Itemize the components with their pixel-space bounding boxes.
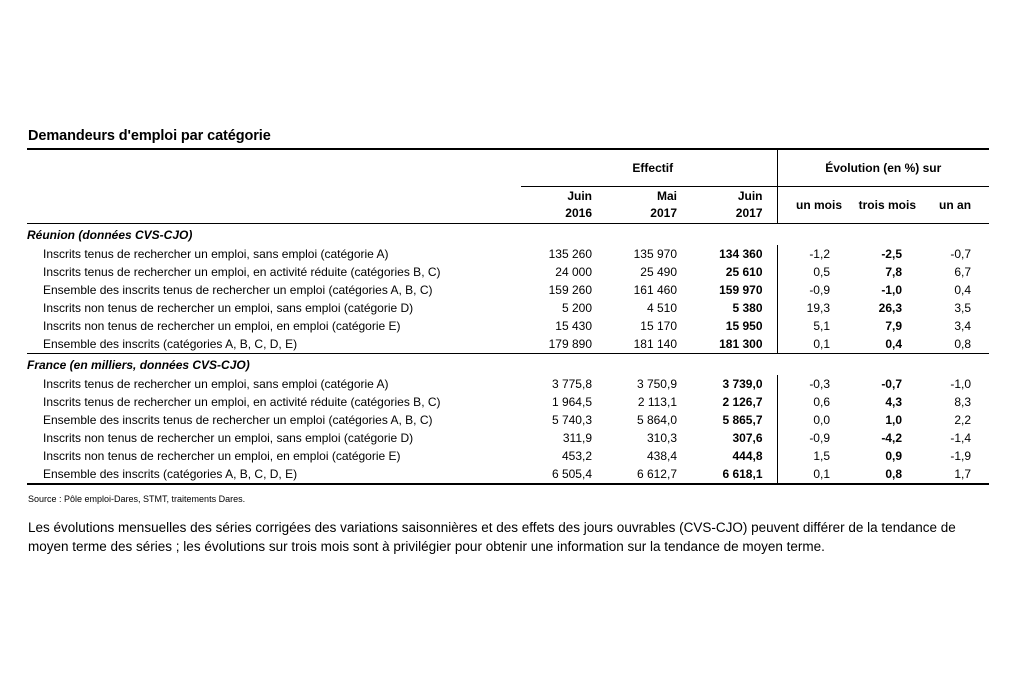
row-label: Inscrits tenus de rechercher un emploi, sans emploi (catégorie A) (43, 246, 389, 261)
effectif-cell: 161 460 (633, 282, 677, 297)
footnote: Les évolutions mensuelles des séries corrigées des variations saisonnières et des effets des jours ouvrables (CVS-CJO) peuvent différer de la tendance de moyen terme des séries ; les évolutions sur trois mois sont à privilégier pour obtenir une information sur la tendance de moyen terme. (28, 520, 956, 554)
evolution-cell: 0,1 (777, 335, 848, 354)
effectif-cell: 310,3 (646, 430, 677, 445)
evolution-cell: -1,9 (950, 448, 972, 463)
evolution-cell: 0,8 (848, 465, 920, 484)
table-row (27, 335, 989, 354)
effectif-cell: 2 126,7 (691, 393, 777, 411)
table-row (27, 447, 989, 465)
period-header: Mai 2017 (606, 187, 691, 224)
evolution-cell: 6,7 (954, 264, 972, 279)
effectif-cell: 25 490 (640, 264, 677, 279)
effectif-cell: 15 170 (640, 318, 677, 333)
effectif-cell: 5 740,3 (551, 412, 592, 427)
row-label: Inscrits non tenus de rechercher un emploi, en emploi (catégorie E) (43, 448, 401, 463)
effectif-cell: 181 300 (691, 335, 777, 354)
effectif-cell: 15 950 (691, 317, 777, 335)
effectif-cell: 6 505,4 (521, 465, 606, 484)
evolution-cell: -0,3 (809, 376, 830, 391)
row-label: Ensemble des inscrits (catégories A, B, C, D, E) (27, 335, 521, 354)
evolution-cell: 19,3 (806, 300, 830, 315)
evolution-cell: -1,4 (950, 430, 972, 445)
evolution-cell: -1,0 (881, 282, 902, 297)
section-title-row (27, 224, 989, 246)
evolution-cell: 0,1 (777, 465, 848, 484)
effectif-cell: 3 739,0 (691, 375, 777, 393)
effectif-header: Effectif (521, 149, 777, 187)
table-row (27, 317, 989, 335)
evolution-cell: 1,5 (813, 448, 830, 463)
row-label: Inscrits tenus de rechercher un emploi, sans emploi (catégorie A) (43, 376, 389, 391)
evolution-cell: 0,9 (885, 448, 902, 463)
page-title: Demandeurs d'emploi par catégorie (28, 128, 271, 144)
effectif-cell: 3 775,8 (551, 376, 592, 391)
evolution-cell: 1,0 (885, 412, 902, 427)
evolution-cell: 26,3 (878, 300, 902, 315)
evolution-cell: 0,6 (813, 394, 830, 409)
effectif-cell: 15 430 (555, 318, 592, 333)
effectif-cell: 5 380 (691, 299, 777, 317)
evolution-cell: 0,5 (813, 264, 830, 279)
row-label: Inscrits tenus de rechercher un emploi, en activité réduite (catégories B, C) (43, 264, 441, 279)
source-note: Source : Pôle emploi-Dares, STMT, traitements Dares. (28, 494, 246, 504)
row-label: Inscrits non tenus de rechercher un emploi, sans emploi (catégorie D) (43, 430, 414, 445)
evolution-cell: 8,3 (954, 394, 972, 409)
row-label: Inscrits tenus de rechercher un emploi, en activité réduite (catégories B, C) (43, 394, 441, 409)
effectif-cell: 6 618,1 (691, 465, 777, 484)
effectif-cell: 159 260 (548, 282, 592, 297)
effectif-cell: 135 970 (633, 246, 677, 261)
evolution-cell: -1,0 (950, 376, 972, 391)
job-seekers-table (27, 148, 989, 485)
evolution-cell: -0,9 (809, 282, 830, 297)
row-label: Inscrits non tenus de rechercher un emploi, sans emploi (catégorie D) (43, 300, 414, 315)
effectif-cell: 5 865,7 (691, 411, 777, 429)
evolution-cell: -2,5 (881, 246, 902, 261)
effectif-cell: 6 612,7 (606, 465, 691, 484)
evolution-cell: 2,2 (954, 412, 972, 427)
effectif-cell: 311,9 (562, 430, 592, 445)
effectif-cell: 5 200 (561, 300, 592, 315)
effectif-cell: 25 610 (691, 263, 777, 281)
effectif-cell: 444,8 (691, 447, 777, 465)
evo-col-header: un mois (777, 187, 848, 224)
effectif-cell: 307,6 (691, 429, 777, 447)
row-label: Ensemble des inscrits (catégories A, B, C, D, E) (27, 465, 521, 484)
effectif-cell: 5 864,0 (636, 412, 677, 427)
effectif-cell: 1 964,5 (551, 394, 592, 409)
effectif-cell: 438,4 (646, 448, 677, 463)
evolution-cell: -0,7 (881, 376, 902, 391)
table-row (27, 299, 989, 317)
evolution-cell: 7,8 (885, 264, 902, 279)
effectif-cell: 135 260 (548, 246, 592, 261)
table-row (27, 375, 989, 393)
effectif-cell: 4 510 (646, 300, 677, 315)
evo-col-header: un an (920, 187, 989, 224)
effectif-cell: 2 113,1 (637, 394, 677, 409)
period-header: Juin 2017 (691, 187, 777, 224)
table-row (27, 465, 989, 484)
evo-col-header: trois mois (848, 187, 920, 224)
effectif-cell: 179 890 (521, 335, 606, 354)
evolution-cell: 7,9 (885, 318, 902, 333)
evolution-cell: -1,2 (809, 246, 830, 261)
table-row (27, 245, 989, 263)
effectif-cell: 3 750,9 (636, 376, 677, 391)
evolution-cell: 5,1 (813, 318, 830, 333)
evolution-cell: 0,4 (848, 335, 920, 354)
section-title-row (27, 354, 989, 376)
evolution-header: Évolution (en %) sur (777, 149, 989, 187)
evolution-cell: 4,3 (885, 394, 902, 409)
evolution-cell: 0,0 (813, 412, 830, 427)
table-row (27, 263, 989, 281)
evolution-cell: 3,5 (954, 300, 972, 315)
table-row (27, 281, 989, 299)
evolution-cell: -0,9 (809, 430, 830, 445)
row-label: Ensemble des inscrits tenus de rechercher un emploi (catégories A, B, C) (43, 412, 433, 427)
period-header: Juin 2016 (521, 187, 606, 224)
effectif-cell: 24 000 (555, 264, 592, 279)
effectif-cell: 159 970 (691, 281, 777, 299)
effectif-cell: 134 360 (691, 245, 777, 263)
evolution-cell: -0,7 (950, 246, 972, 261)
evolution-cell: 1,7 (920, 465, 989, 484)
row-label: Ensemble des inscrits tenus de rechercher un emploi (catégories A, B, C) (43, 282, 433, 297)
evolution-cell: -4,2 (881, 430, 902, 445)
table-row (27, 429, 989, 447)
effectif-cell: 453,2 (561, 448, 592, 463)
evolution-cell: 0,8 (920, 335, 989, 354)
evolution-cell: 0,4 (954, 282, 972, 297)
evolution-cell: 3,4 (954, 318, 972, 333)
table-row (27, 411, 989, 429)
effectif-cell: 181 140 (606, 335, 691, 354)
row-label: Inscrits non tenus de rechercher un emploi, en emploi (catégorie E) (43, 318, 401, 333)
section-title: Réunion (données CVS-CJO) (27, 228, 193, 242)
table-row (27, 393, 989, 411)
section-title: France (en milliers, données CVS-CJO) (27, 358, 250, 372)
